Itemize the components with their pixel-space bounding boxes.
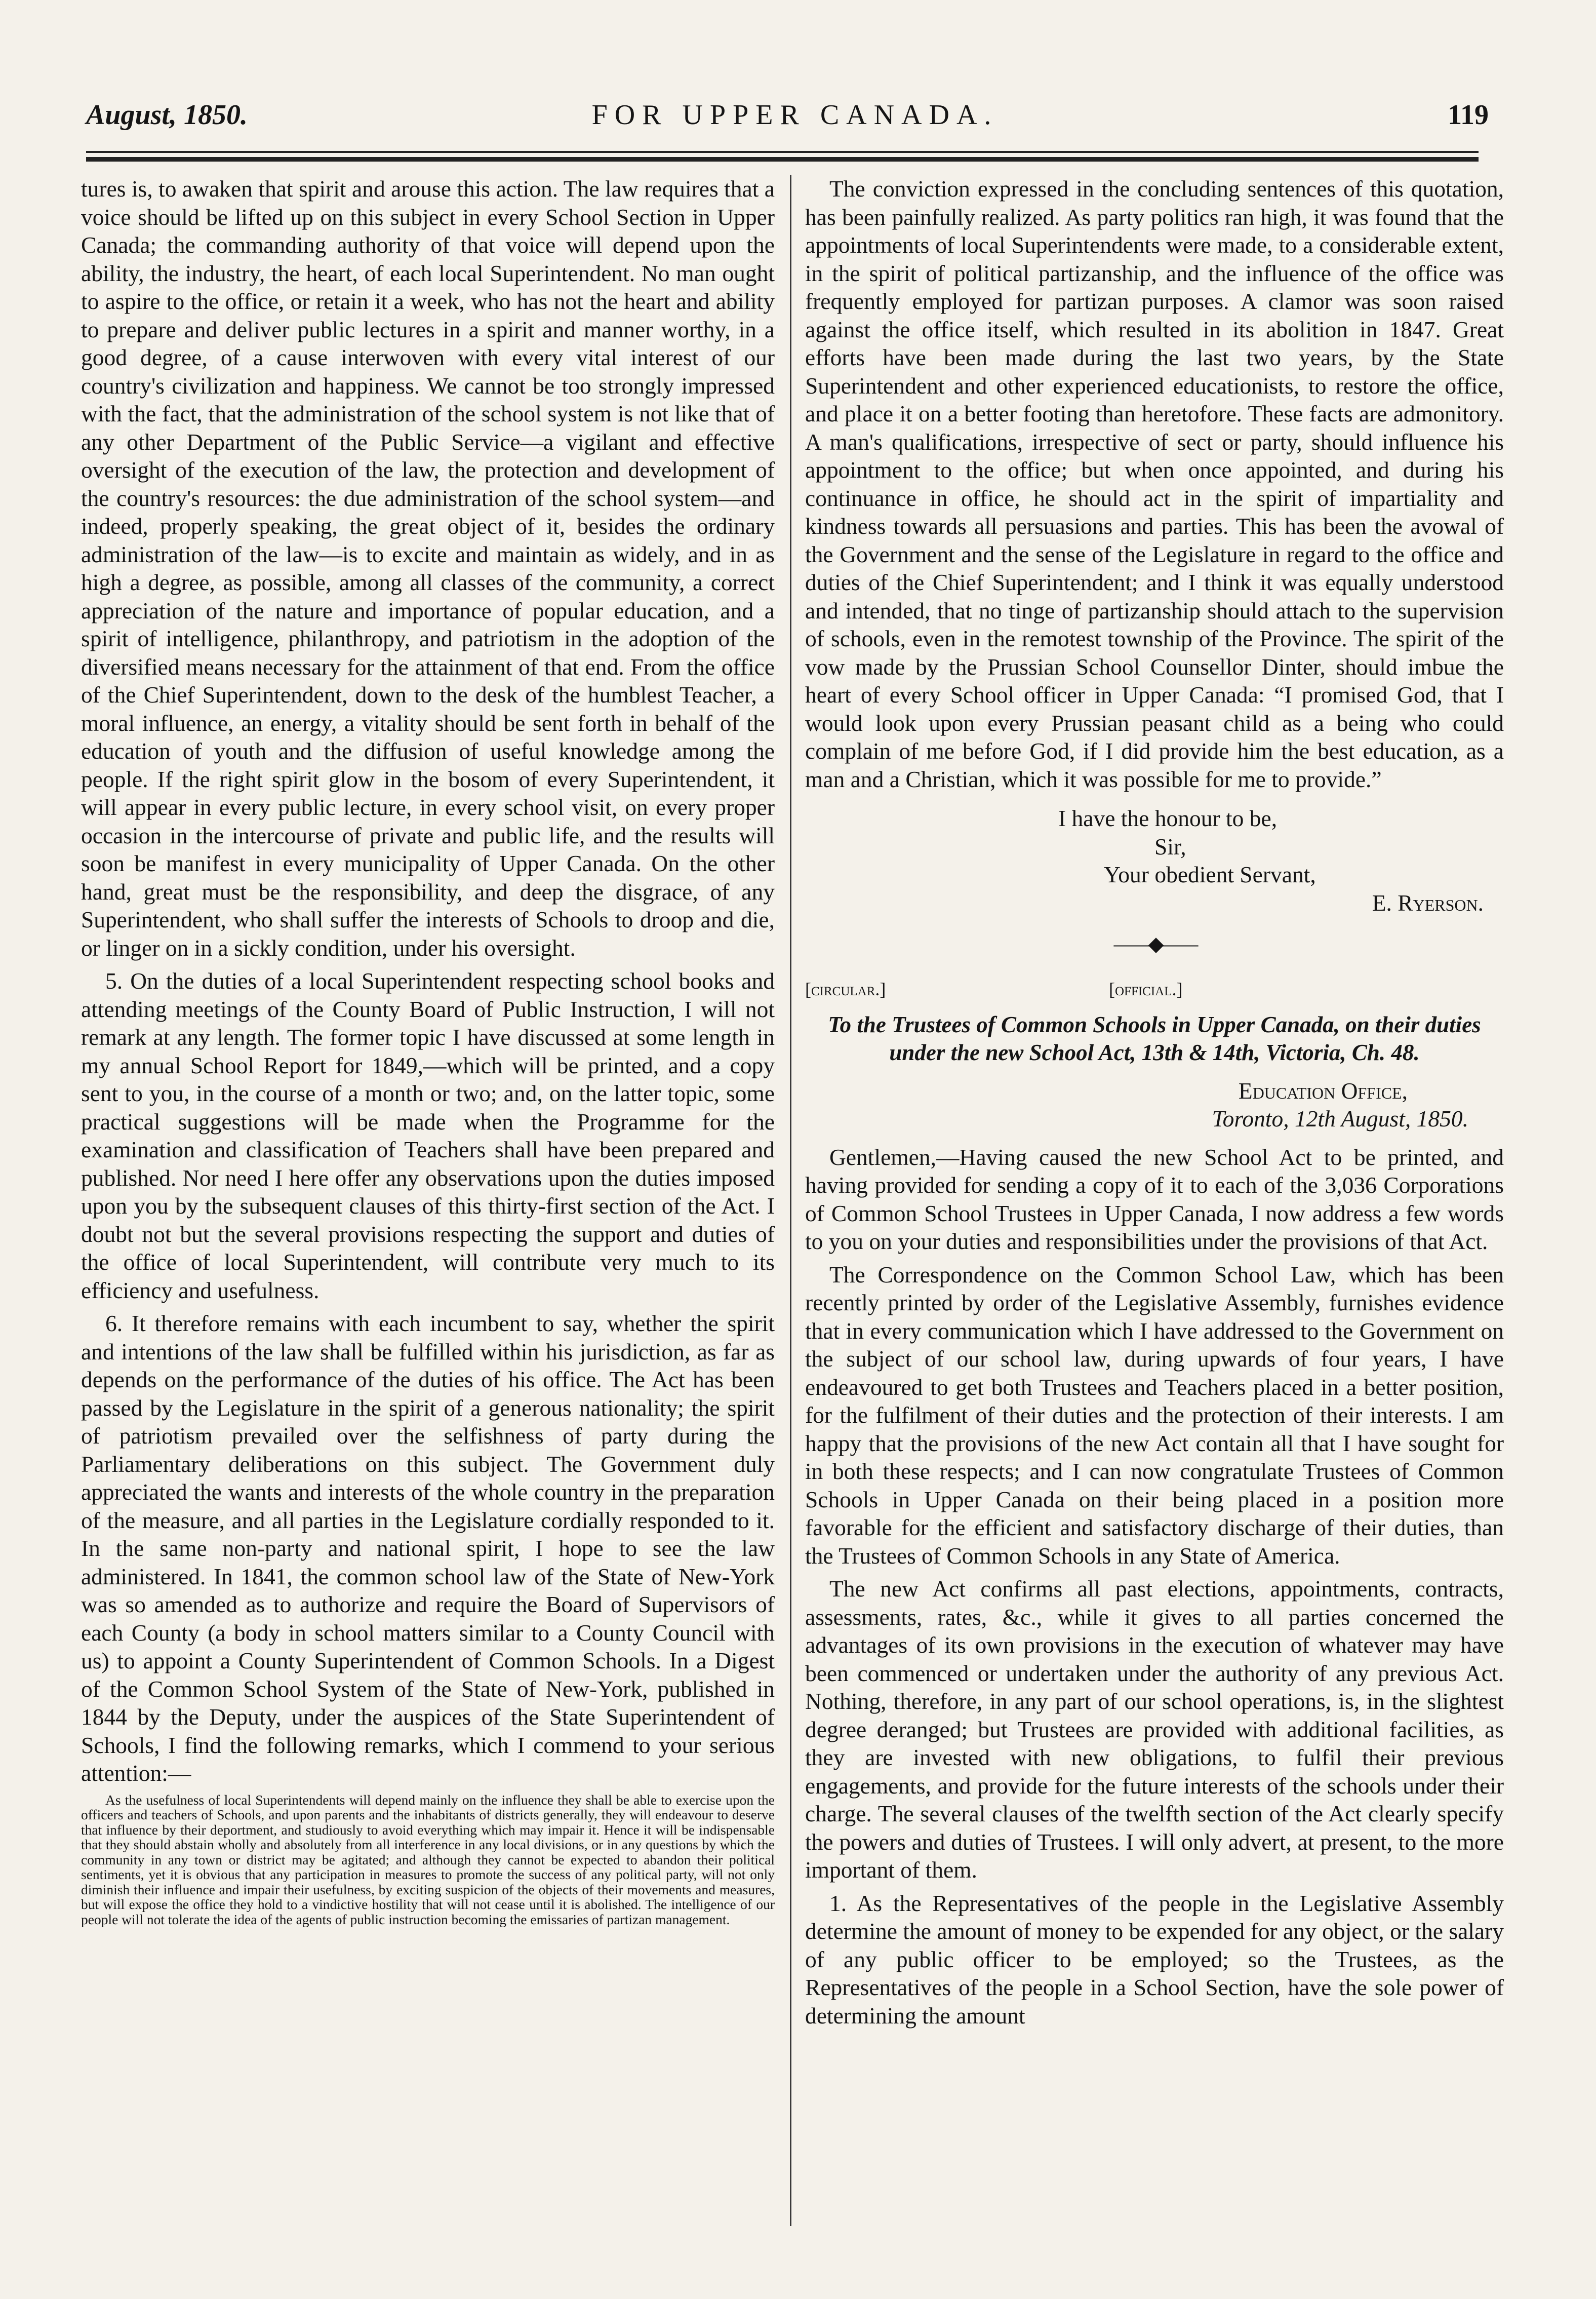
right-paragraph-1: The conviction expressed in the concluding sentences of this quotation, has been painfully realized. As party politics ran high, it was found that the appointments of local Superintendents were made, to a considerable extent, in the spirit of political partizanship, and the influence of the office was frequently employed for partizan purposes. A clamor was soon raised against the office itself, which resulted in its abolition in 1847. Great efforts have been made during the last two years, by the State Superintendent and other experienced educationists, to restore the office, and place it on a better footing than heretofore. These facts are admonitory. A man's qualifications, irrespective of sect or party, should influence his appointment to the office; but when once appointed, and during his continuance in office, he should act in the spirit of impartiality and kindness towards all persuasions and parties. This has been the avowal of the Government and the sense of the Legislature in regard to the office and duties of the Chief Superintendent; and I think it was equally understood and intended, that no tinge of partizanship should attach to the supervision of schools, even in the remotest township of the Province. The spirit of the vow made by the Prussian School Counsellor Dinter, should imbue the heart of every School officer in Upper Canada: “I promised God, that I would look upon every Prussian peasant child as a being who could complain of me before God, if I did provide him the best education, as a man and a Christian, which it was possible for me to provide.” bbox=[805, 176, 1504, 792]
left-paragraph-1: tures is, to awaken that spirit and arouse this action. The law requires that a voice should be lifted up on this subject in every School Section in Upper Canada; the commanding authority of that voice will depend upon the ability, the industry, the heart, of each local Superintendent. No man ought to aspire to the office, or retain it a week, who has not the heart and ability to prepare and deliver public lectures in a spirit and manner worthy, in a good degree, of a cause interwoven with every vital interest of our country's civilization and happiness. We cannot be too strongly impressed with the fact, that the administration of the school system is not like that of any other Department of the Public Service—a vigilant and effective oversight of the execution of the law, the protection and development of the country's resources: the due administration of the school system—and indeed, properly speaking, the great object of it, besides the ordinary administration of the law—is to excite and maintain as widely, and in as high a degree, as possible, among all classes of the community, a correct appreciation of the nature and importance of popular education, and a spirit of intelligence, philanthropy, and patriotism in the adoption of the diversified means necessary for the attainment of that end. From the office of the Chief Superintendent, down to the desk of the humblest Teacher, a moral influence, an energy, a vitality should be sent forth in behalf of the education of youth and the diffusion of useful knowledge among the people. If the right spirit glow in the bosom of every Superintendent, it will appear in every public lecture, in every school visit, on every proper occasion in the intercourse of private and public life, and the results will soon be manifest in every municipality of Upper Canada. On the other hand, great must be the responsibility, and deep the disgrace, of any Superintendent, who shall suffer the interests of Schools to droop and die, or linger on in a sickly condition, under his oversight. bbox=[81, 176, 775, 961]
left-column bbox=[81, 175, 775, 1932]
circular-labels bbox=[805, 976, 1504, 1006]
right-paragraph-2: Gentlemen,—Having caused the new School Act to be printed, and having provided for sending a copy of it to each of the 3,036 Corporations of Common School Trustees in Upper Canada, I now address a few words to you on your duties and responsibilities under the provisions of that Act. bbox=[805, 1144, 1504, 1254]
page-number: 119 bbox=[1448, 99, 1489, 131]
quoted-footnote: As the usefulness of local Superintendents will depend mainly on the influence they shall be able to exercise upon the officers and teachers of Schools, and upon parents and the inhabitants of districts generally, they will endeavour to deserve that influence by their deportment, and studiously to avoid everything which may impair it. Hence it will be indispensable that they should abstain wholly and absolutely from all interference in any local divisions, or in any questions by which the community in any town or district may be agitated; and although they cannot be expected to abandon their political sentiments, yet it is obvious that any participation in measures to promote the success of any political party, will not only diminish their influence and impair their usefulness, by exciting suspicion of the objects of their movements and measures, but will expose the office they hold to a vindictive hostility that will not cease until it is abolished. The intelligence of our people will not tolerate the idea of the agents of public instruction becoming the emissaries of partizan management. bbox=[81, 1791, 775, 1927]
left-paragraph-2: 5. On the duties of a local Superintendent respecting school books and attending meetings of the County Board of Public Instruction, I will not remark at any length. The former topic I have discussed at some length in my annual School Report for 1849,—which will be printed, and a copy sent to you, in the course of a month or two; and, on the latter topic, some practical suggestions will be made when the Programme for the examination and classification of Teachers shall have been prepared and published. Nor need I here offer any observations upon the duties imposed upon you by the subsequent clauses of this thirty-first section of the Act. I doubt not but the several provisions respecting the support and duties of the office of local Superintendent, will contribute very much to its efficiency and usefulness. bbox=[81, 968, 775, 1303]
letter-closing bbox=[805, 804, 1504, 917]
closing-line-2: Sir, bbox=[1154, 833, 1186, 860]
place-date-text: Toronto, 12th August, 1850. bbox=[1212, 1106, 1468, 1132]
section-ornament: ——◆—— bbox=[1113, 932, 1195, 955]
right-paragraph-4: The new Act confirms all past elections, appointments, contracts, assessments, rates, &c., while it gives to all parties concerned the advantages of its own provisions in the execution of whatever may have been commenced or undertaken under the authority of any previous Act. Nothing, therefore, in any part of our school operations, is, in the slightest degree deranged; but Trustees are provided with additional facilities, as they are invested with new obligations, to fulfil their previous engagements, and provide for the future interests of the schools under their charge. The several clauses of the twelfth section of the Act clearly specify the powers and duties of Trustees. I will only advert, at present, to the more important of them. bbox=[805, 1576, 1504, 1883]
label-official: [official.] bbox=[1109, 979, 1183, 999]
page-header bbox=[76, 94, 1514, 149]
column-divider bbox=[790, 175, 791, 2226]
header-rule-thin bbox=[86, 151, 1479, 153]
closing-line-3: Your obedient Servant, bbox=[1104, 862, 1316, 887]
header-date: August, 1850. bbox=[86, 99, 248, 131]
closing-line-1: I have the honour to be, bbox=[1058, 805, 1278, 831]
office-line: Education Office, bbox=[1238, 1077, 1408, 1104]
header-title: FOR UPPER CANADA. bbox=[591, 99, 999, 131]
right-paragraph-5: 1. As the Representatives of the people in the Legislative Assembly determine the amount of money to be expended for any object, or the salary of any public officer to be employed; so the Trustees, as the Representatives of the people in a School Section, have the sole power of determining the amount bbox=[805, 1890, 1504, 2029]
header-rule-thick bbox=[86, 157, 1479, 162]
label-circular: [circular.] bbox=[805, 979, 886, 999]
place-date-line bbox=[805, 1105, 1504, 1133]
signature: E. Ryerson. bbox=[1372, 889, 1484, 916]
circular-addressee: To the Trustees of Common Schools in Upper Canada, on their duties under the new School Act, 13th & 14th, Victoria, Ch. 48. bbox=[828, 1011, 1481, 1065]
left-paragraph-3: 6. It therefore remains with each incumbent to say, whether the spirit and intentions of the law shall be fulfilled within his jurisdiction, as far as depends on the performance of the duties of his office. The Act has been passed by the Legislature in the spirit of a generous nationality; the spirit of patriotism prevailed over the selfishness of party during the Parliamentary deliberations on this subject. The Government duly appreciated the wants and interests of the whole country in the preparation of the measure, and all parties in the Legislature cordially responded to it. In the same non-party and national spirit, I hope to see the law administered. In 1841, the common school law of the State of New-York was so amended as to authorize and require the Board of Supervisors of each County (a body in school matters similar to a County Council with us) to appoint a County Superintendent of Common Schools. In a Digest of the Common School System of the State of New-York, published in 1844 by the Deputy, under the auspices of the State Superintendent of Schools, I find the following remarks, which I commend to your serious attention:— bbox=[81, 1310, 775, 1786]
right-column bbox=[805, 175, 1504, 2035]
right-paragraph-3: The Correspondence on the Common School Law, which has been recently printed by order of the Legislative Assembly, furnishes evidence that in every communication which I have addressed to the Government on the subject of our school law, during upwards of four years, I have endeavoured to get both Trustees and Teachers placed in a better position, for the fulfilment of their duties and the protection of their interests. I am happy that the provisions of the new Act contain all that I have sought for in both these respects; and I can now congratulate Trustees of Common Schools in Upper Canada on their being placed in a position more favorable for the efficient and satisfactory discharge of their duties, than the Trustees of Common Schools in any State of America. bbox=[805, 1261, 1504, 1569]
